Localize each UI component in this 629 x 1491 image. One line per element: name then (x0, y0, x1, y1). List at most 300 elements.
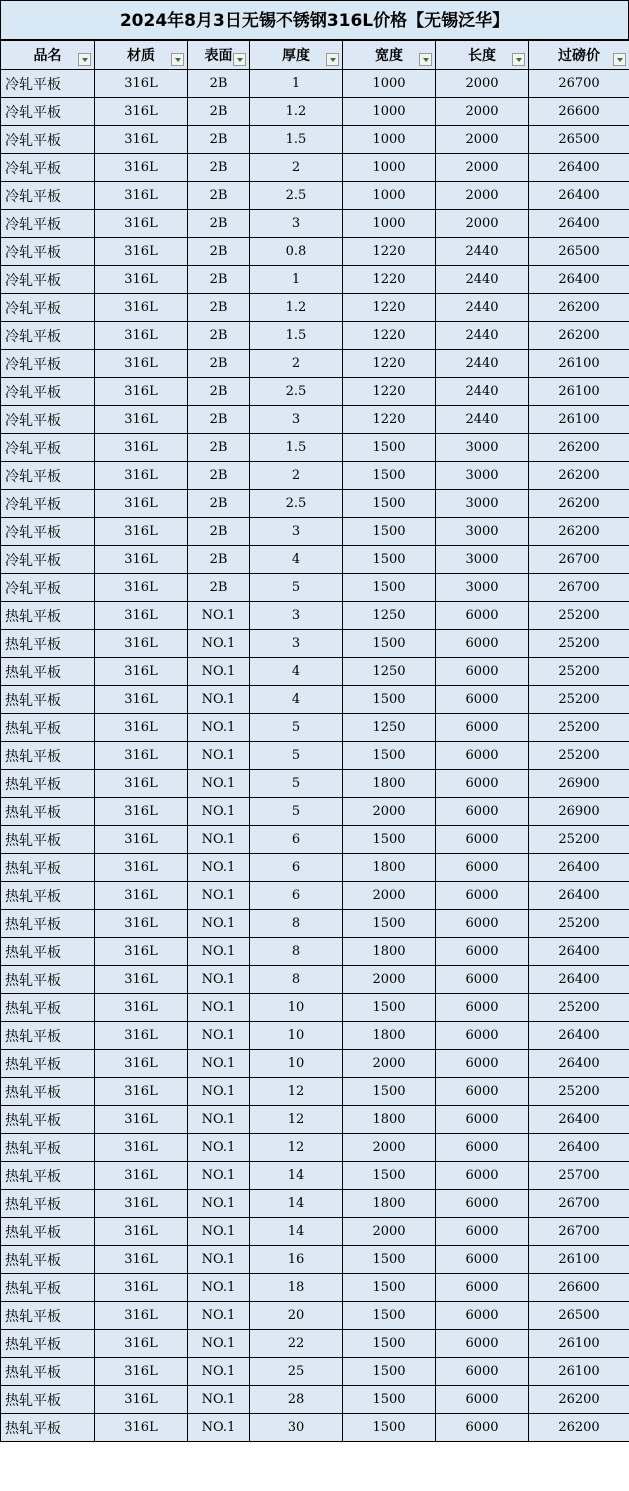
cell-material[interactable]: 316L (95, 1022, 188, 1050)
cell-price[interactable]: 26400 (529, 1106, 629, 1134)
cell-name[interactable]: 热轧平板 (1, 770, 95, 798)
cell-price[interactable]: 26200 (529, 294, 629, 322)
cell-material[interactable]: 316L (95, 686, 188, 714)
cell-surface[interactable]: NO.1 (188, 630, 250, 658)
cell-name[interactable]: 热轧平板 (1, 1162, 95, 1190)
cell-length[interactable]: 2440 (436, 350, 529, 378)
cell-width[interactable]: 1500 (343, 910, 436, 938)
cell-price[interactable]: 26700 (529, 1190, 629, 1218)
cell-surface[interactable]: NO.1 (188, 1190, 250, 1218)
cell-material[interactable]: 316L (95, 266, 188, 294)
cell-name[interactable]: 热轧平板 (1, 1190, 95, 1218)
cell-width[interactable]: 2000 (343, 882, 436, 910)
cell-length[interactable]: 6000 (436, 938, 529, 966)
cell-length[interactable]: 6000 (436, 1162, 529, 1190)
cell-thickness[interactable]: 2 (250, 154, 343, 182)
cell-width[interactable]: 1000 (343, 182, 436, 210)
cell-material[interactable]: 316L (95, 546, 188, 574)
cell-name[interactable]: 冷轧平板 (1, 98, 95, 126)
cell-thickness[interactable]: 1.2 (250, 98, 343, 126)
cell-price[interactable]: 25200 (529, 910, 629, 938)
cell-width[interactable]: 1250 (343, 658, 436, 686)
cell-width[interactable]: 1800 (343, 1106, 436, 1134)
cell-name[interactable]: 冷轧平板 (1, 462, 95, 490)
cell-name[interactable]: 热轧平板 (1, 854, 95, 882)
cell-thickness[interactable]: 10 (250, 1050, 343, 1078)
cell-length[interactable]: 6000 (436, 994, 529, 1022)
cell-thickness[interactable]: 3 (250, 630, 343, 658)
cell-price[interactable]: 26200 (529, 462, 629, 490)
cell-width[interactable]: 1220 (343, 378, 436, 406)
cell-thickness[interactable]: 1.2 (250, 294, 343, 322)
cell-name[interactable]: 热轧平板 (1, 1274, 95, 1302)
cell-thickness[interactable]: 6 (250, 826, 343, 854)
cell-name[interactable]: 冷轧平板 (1, 574, 95, 602)
cell-price[interactable]: 26600 (529, 98, 629, 126)
cell-surface[interactable]: NO.1 (188, 1274, 250, 1302)
cell-surface[interactable]: 2B (188, 546, 250, 574)
cell-width[interactable]: 1800 (343, 938, 436, 966)
cell-price[interactable]: 26500 (529, 238, 629, 266)
cell-price[interactable]: 26700 (529, 546, 629, 574)
cell-length[interactable]: 3000 (436, 574, 529, 602)
cell-width[interactable]: 1500 (343, 1302, 436, 1330)
cell-material[interactable]: 316L (95, 714, 188, 742)
cell-length[interactable]: 3000 (436, 462, 529, 490)
cell-surface[interactable]: NO.1 (188, 826, 250, 854)
filter-dropdown-icon[interactable] (419, 53, 432, 66)
cell-thickness[interactable]: 1 (250, 70, 343, 98)
cell-length[interactable]: 6000 (436, 602, 529, 630)
cell-width[interactable]: 1000 (343, 154, 436, 182)
cell-price[interactable]: 26700 (529, 1218, 629, 1246)
cell-surface[interactable]: NO.1 (188, 854, 250, 882)
cell-name[interactable]: 热轧平板 (1, 966, 95, 994)
cell-thickness[interactable]: 1.5 (250, 434, 343, 462)
cell-length[interactable]: 6000 (436, 770, 529, 798)
cell-surface[interactable]: NO.1 (188, 1358, 250, 1386)
cell-surface[interactable]: NO.1 (188, 1022, 250, 1050)
cell-surface[interactable]: 2B (188, 462, 250, 490)
cell-surface[interactable]: NO.1 (188, 770, 250, 798)
cell-thickness[interactable]: 12 (250, 1106, 343, 1134)
cell-length[interactable]: 2000 (436, 98, 529, 126)
cell-length[interactable]: 2440 (436, 378, 529, 406)
cell-length[interactable]: 2440 (436, 266, 529, 294)
cell-surface[interactable]: NO.1 (188, 966, 250, 994)
cell-price[interactable]: 25200 (529, 658, 629, 686)
cell-price[interactable]: 26400 (529, 938, 629, 966)
cell-length[interactable]: 6000 (436, 1078, 529, 1106)
cell-thickness[interactable]: 20 (250, 1302, 343, 1330)
cell-material[interactable]: 316L (95, 322, 188, 350)
cell-width[interactable]: 1500 (343, 462, 436, 490)
cell-material[interactable]: 316L (95, 966, 188, 994)
cell-price[interactable]: 26400 (529, 154, 629, 182)
filter-dropdown-icon[interactable] (171, 53, 184, 66)
cell-width[interactable]: 1220 (343, 322, 436, 350)
cell-material[interactable]: 316L (95, 294, 188, 322)
cell-material[interactable]: 316L (95, 126, 188, 154)
cell-material[interactable]: 316L (95, 434, 188, 462)
cell-length[interactable]: 6000 (436, 1246, 529, 1274)
cell-length[interactable]: 6000 (436, 1050, 529, 1078)
cell-price[interactable]: 26100 (529, 1246, 629, 1274)
cell-material[interactable]: 316L (95, 574, 188, 602)
cell-thickness[interactable]: 0.8 (250, 238, 343, 266)
cell-thickness[interactable]: 14 (250, 1162, 343, 1190)
cell-name[interactable]: 热轧平板 (1, 1302, 95, 1330)
cell-price[interactable]: 25200 (529, 742, 629, 770)
cell-name[interactable]: 冷轧平板 (1, 546, 95, 574)
cell-surface[interactable]: NO.1 (188, 1050, 250, 1078)
cell-price[interactable]: 26100 (529, 406, 629, 434)
cell-name[interactable]: 热轧平板 (1, 1050, 95, 1078)
cell-length[interactable]: 6000 (436, 1358, 529, 1386)
cell-price[interactable]: 25200 (529, 1078, 629, 1106)
cell-surface[interactable]: NO.1 (188, 742, 250, 770)
cell-material[interactable]: 316L (95, 798, 188, 826)
cell-surface[interactable]: 2B (188, 266, 250, 294)
cell-surface[interactable]: 2B (188, 322, 250, 350)
cell-surface[interactable]: NO.1 (188, 1218, 250, 1246)
cell-material[interactable]: 316L (95, 70, 188, 98)
cell-thickness[interactable]: 5 (250, 714, 343, 742)
cell-width[interactable]: 1220 (343, 294, 436, 322)
cell-surface[interactable]: 2B (188, 406, 250, 434)
cell-surface[interactable]: 2B (188, 70, 250, 98)
cell-length[interactable]: 6000 (436, 714, 529, 742)
cell-name[interactable]: 热轧平板 (1, 938, 95, 966)
cell-width[interactable]: 1000 (343, 98, 436, 126)
cell-width[interactable]: 1500 (343, 434, 436, 462)
cell-surface[interactable]: 2B (188, 434, 250, 462)
cell-width[interactable]: 1500 (343, 1414, 436, 1442)
cell-thickness[interactable]: 16 (250, 1246, 343, 1274)
cell-material[interactable]: 316L (95, 602, 188, 630)
cell-price[interactable]: 26400 (529, 854, 629, 882)
cell-thickness[interactable]: 1 (250, 266, 343, 294)
cell-price[interactable]: 26200 (529, 1386, 629, 1414)
filter-dropdown-icon[interactable] (78, 53, 91, 66)
cell-surface[interactable]: 2B (188, 98, 250, 126)
cell-thickness[interactable]: 2.5 (250, 490, 343, 518)
cell-thickness[interactable]: 5 (250, 798, 343, 826)
cell-name[interactable]: 热轧平板 (1, 630, 95, 658)
cell-material[interactable]: 316L (95, 1134, 188, 1162)
cell-price[interactable]: 26400 (529, 966, 629, 994)
filter-dropdown-icon[interactable] (613, 53, 626, 66)
cell-surface[interactable]: 2B (188, 154, 250, 182)
cell-width[interactable]: 1500 (343, 742, 436, 770)
cell-price[interactable]: 26700 (529, 574, 629, 602)
cell-length[interactable]: 6000 (436, 1134, 529, 1162)
cell-surface[interactable]: NO.1 (188, 882, 250, 910)
cell-name[interactable]: 冷轧平板 (1, 182, 95, 210)
cell-thickness[interactable]: 4 (250, 686, 343, 714)
cell-price[interactable]: 26900 (529, 770, 629, 798)
cell-length[interactable]: 6000 (436, 1022, 529, 1050)
cell-price[interactable]: 25700 (529, 1162, 629, 1190)
cell-length[interactable]: 2440 (436, 406, 529, 434)
cell-price[interactable]: 26200 (529, 518, 629, 546)
cell-name[interactable]: 冷轧平板 (1, 406, 95, 434)
cell-length[interactable]: 6000 (436, 658, 529, 686)
cell-material[interactable]: 316L (95, 462, 188, 490)
cell-length[interactable]: 6000 (436, 1274, 529, 1302)
cell-surface[interactable]: NO.1 (188, 1246, 250, 1274)
cell-thickness[interactable]: 8 (250, 910, 343, 938)
cell-length[interactable]: 6000 (436, 882, 529, 910)
cell-name[interactable]: 热轧平板 (1, 994, 95, 1022)
cell-price[interactable]: 26600 (529, 1274, 629, 1302)
cell-thickness[interactable]: 5 (250, 742, 343, 770)
cell-price[interactable]: 26400 (529, 210, 629, 238)
cell-thickness[interactable]: 18 (250, 1274, 343, 1302)
cell-thickness[interactable]: 3 (250, 518, 343, 546)
cell-thickness[interactable]: 2.5 (250, 378, 343, 406)
cell-surface[interactable]: NO.1 (188, 1330, 250, 1358)
cell-width[interactable]: 1500 (343, 490, 436, 518)
cell-thickness[interactable]: 14 (250, 1218, 343, 1246)
cell-material[interactable]: 316L (95, 1078, 188, 1106)
cell-width[interactable]: 2000 (343, 966, 436, 994)
cell-length[interactable]: 6000 (436, 966, 529, 994)
cell-thickness[interactable]: 4 (250, 658, 343, 686)
cell-material[interactable]: 316L (95, 742, 188, 770)
cell-thickness[interactable]: 8 (250, 966, 343, 994)
cell-surface[interactable]: 2B (188, 210, 250, 238)
cell-name[interactable]: 冷轧平板 (1, 490, 95, 518)
cell-length[interactable]: 3000 (436, 490, 529, 518)
cell-name[interactable]: 冷轧平板 (1, 322, 95, 350)
cell-width[interactable]: 1220 (343, 350, 436, 378)
cell-price[interactable]: 26400 (529, 1050, 629, 1078)
cell-surface[interactable]: NO.1 (188, 1386, 250, 1414)
cell-width[interactable]: 1500 (343, 1246, 436, 1274)
cell-surface[interactable]: NO.1 (188, 686, 250, 714)
cell-surface[interactable]: NO.1 (188, 798, 250, 826)
cell-price[interactable]: 25200 (529, 994, 629, 1022)
cell-thickness[interactable]: 5 (250, 770, 343, 798)
cell-width[interactable]: 1500 (343, 1078, 436, 1106)
cell-surface[interactable]: 2B (188, 182, 250, 210)
cell-name[interactable]: 热轧平板 (1, 882, 95, 910)
cell-width[interactable]: 1500 (343, 518, 436, 546)
cell-surface[interactable]: NO.1 (188, 1302, 250, 1330)
cell-price[interactable]: 26100 (529, 1330, 629, 1358)
cell-width[interactable]: 1800 (343, 1022, 436, 1050)
cell-name[interactable]: 热轧平板 (1, 1134, 95, 1162)
cell-name[interactable]: 冷轧平板 (1, 378, 95, 406)
cell-length[interactable]: 3000 (436, 518, 529, 546)
cell-material[interactable]: 316L (95, 826, 188, 854)
cell-material[interactable]: 316L (95, 770, 188, 798)
cell-width[interactable]: 1500 (343, 1274, 436, 1302)
cell-material[interactable]: 316L (95, 518, 188, 546)
cell-surface[interactable]: 2B (188, 490, 250, 518)
cell-length[interactable]: 6000 (436, 1414, 529, 1442)
cell-thickness[interactable]: 6 (250, 854, 343, 882)
cell-length[interactable]: 2440 (436, 238, 529, 266)
cell-price[interactable]: 26200 (529, 490, 629, 518)
cell-material[interactable]: 316L (95, 1358, 188, 1386)
cell-material[interactable]: 316L (95, 630, 188, 658)
cell-thickness[interactable]: 4 (250, 546, 343, 574)
cell-width[interactable]: 1500 (343, 686, 436, 714)
cell-name[interactable]: 热轧平板 (1, 1358, 95, 1386)
cell-width[interactable]: 1220 (343, 266, 436, 294)
cell-name[interactable]: 冷轧平板 (1, 434, 95, 462)
cell-price[interactable]: 26500 (529, 126, 629, 154)
cell-thickness[interactable]: 14 (250, 1190, 343, 1218)
cell-width[interactable]: 2000 (343, 798, 436, 826)
cell-price[interactable]: 26400 (529, 266, 629, 294)
cell-name[interactable]: 冷轧平板 (1, 350, 95, 378)
cell-name[interactable]: 热轧平板 (1, 1386, 95, 1414)
cell-thickness[interactable]: 6 (250, 882, 343, 910)
cell-price[interactable]: 25200 (529, 714, 629, 742)
cell-price[interactable]: 26400 (529, 882, 629, 910)
cell-name[interactable]: 热轧平板 (1, 826, 95, 854)
cell-price[interactable]: 26100 (529, 378, 629, 406)
cell-thickness[interactable]: 12 (250, 1078, 343, 1106)
cell-width[interactable]: 1500 (343, 574, 436, 602)
cell-surface[interactable]: NO.1 (188, 602, 250, 630)
cell-width[interactable]: 1500 (343, 1162, 436, 1190)
cell-material[interactable]: 316L (95, 490, 188, 518)
cell-material[interactable]: 316L (95, 350, 188, 378)
cell-material[interactable]: 316L (95, 154, 188, 182)
cell-surface[interactable]: NO.1 (188, 910, 250, 938)
cell-material[interactable]: 316L (95, 994, 188, 1022)
cell-width[interactable]: 1000 (343, 210, 436, 238)
cell-width[interactable]: 1800 (343, 770, 436, 798)
cell-surface[interactable]: NO.1 (188, 1162, 250, 1190)
cell-thickness[interactable]: 5 (250, 574, 343, 602)
cell-material[interactable]: 316L (95, 1274, 188, 1302)
cell-name[interactable]: 冷轧平板 (1, 518, 95, 546)
cell-length[interactable]: 6000 (436, 630, 529, 658)
cell-length[interactable]: 2000 (436, 154, 529, 182)
cell-price[interactable]: 26100 (529, 1358, 629, 1386)
cell-length[interactable]: 6000 (436, 1106, 529, 1134)
cell-thickness[interactable]: 2.5 (250, 182, 343, 210)
cell-thickness[interactable]: 10 (250, 994, 343, 1022)
cell-length[interactable]: 6000 (436, 1218, 529, 1246)
cell-thickness[interactable]: 8 (250, 938, 343, 966)
cell-material[interactable]: 316L (95, 882, 188, 910)
cell-thickness[interactable]: 3 (250, 210, 343, 238)
cell-thickness[interactable]: 22 (250, 1330, 343, 1358)
cell-price[interactable]: 26200 (529, 1414, 629, 1442)
cell-width[interactable]: 2000 (343, 1218, 436, 1246)
cell-length[interactable]: 3000 (436, 546, 529, 574)
cell-width[interactable]: 1000 (343, 126, 436, 154)
filter-dropdown-icon[interactable] (233, 53, 246, 66)
cell-material[interactable]: 316L (95, 98, 188, 126)
cell-thickness[interactable]: 28 (250, 1386, 343, 1414)
cell-length[interactable]: 2000 (436, 210, 529, 238)
cell-surface[interactable]: 2B (188, 350, 250, 378)
cell-material[interactable]: 316L (95, 854, 188, 882)
cell-surface[interactable]: 2B (188, 518, 250, 546)
cell-price[interactable]: 26100 (529, 350, 629, 378)
cell-material[interactable]: 316L (95, 406, 188, 434)
cell-surface[interactable]: 2B (188, 294, 250, 322)
cell-length[interactable]: 6000 (436, 1386, 529, 1414)
cell-width[interactable]: 1250 (343, 714, 436, 742)
cell-price[interactable]: 25200 (529, 826, 629, 854)
cell-length[interactable]: 6000 (436, 1190, 529, 1218)
cell-width[interactable]: 1220 (343, 238, 436, 266)
cell-width[interactable]: 1800 (343, 1190, 436, 1218)
cell-name[interactable]: 热轧平板 (1, 1218, 95, 1246)
cell-material[interactable]: 316L (95, 910, 188, 938)
cell-width[interactable]: 1500 (343, 826, 436, 854)
cell-length[interactable]: 2000 (436, 182, 529, 210)
cell-width[interactable]: 1500 (343, 994, 436, 1022)
filter-dropdown-icon[interactable] (512, 53, 525, 66)
cell-thickness[interactable]: 12 (250, 1134, 343, 1162)
cell-length[interactable]: 2000 (436, 126, 529, 154)
cell-width[interactable]: 1500 (343, 1330, 436, 1358)
cell-name[interactable]: 热轧平板 (1, 1106, 95, 1134)
filter-dropdown-icon[interactable] (326, 53, 339, 66)
cell-name[interactable]: 冷轧平板 (1, 294, 95, 322)
cell-name[interactable]: 热轧平板 (1, 1246, 95, 1274)
cell-price[interactable]: 25200 (529, 630, 629, 658)
cell-material[interactable]: 316L (95, 1190, 188, 1218)
cell-material[interactable]: 316L (95, 938, 188, 966)
cell-width[interactable]: 1220 (343, 406, 436, 434)
cell-name[interactable]: 冷轧平板 (1, 126, 95, 154)
cell-length[interactable]: 6000 (436, 910, 529, 938)
cell-material[interactable]: 316L (95, 210, 188, 238)
cell-width[interactable]: 2000 (343, 1134, 436, 1162)
cell-material[interactable]: 316L (95, 1106, 188, 1134)
cell-width[interactable]: 1500 (343, 1386, 436, 1414)
cell-width[interactable]: 1800 (343, 854, 436, 882)
cell-material[interactable]: 316L (95, 378, 188, 406)
cell-surface[interactable]: NO.1 (188, 714, 250, 742)
cell-name[interactable]: 冷轧平板 (1, 154, 95, 182)
cell-material[interactable]: 316L (95, 1386, 188, 1414)
cell-price[interactable]: 26900 (529, 798, 629, 826)
cell-length[interactable]: 2000 (436, 70, 529, 98)
cell-width[interactable]: 1500 (343, 630, 436, 658)
cell-width[interactable]: 2000 (343, 1050, 436, 1078)
cell-name[interactable]: 热轧平板 (1, 1330, 95, 1358)
cell-thickness[interactable]: 1.5 (250, 322, 343, 350)
cell-surface[interactable]: NO.1 (188, 1134, 250, 1162)
cell-length[interactable]: 2440 (436, 322, 529, 350)
cell-surface[interactable]: NO.1 (188, 1414, 250, 1442)
cell-price[interactable]: 26400 (529, 1022, 629, 1050)
cell-name[interactable]: 热轧平板 (1, 658, 95, 686)
cell-material[interactable]: 316L (95, 1050, 188, 1078)
cell-surface[interactable]: NO.1 (188, 658, 250, 686)
cell-name[interactable]: 热轧平板 (1, 714, 95, 742)
cell-material[interactable]: 316L (95, 1162, 188, 1190)
cell-surface[interactable]: 2B (188, 126, 250, 154)
cell-length[interactable]: 6000 (436, 798, 529, 826)
cell-thickness[interactable]: 3 (250, 602, 343, 630)
cell-surface[interactable]: NO.1 (188, 1078, 250, 1106)
cell-width[interactable]: 1000 (343, 70, 436, 98)
cell-price[interactable]: 26400 (529, 1134, 629, 1162)
cell-price[interactable]: 25200 (529, 602, 629, 630)
